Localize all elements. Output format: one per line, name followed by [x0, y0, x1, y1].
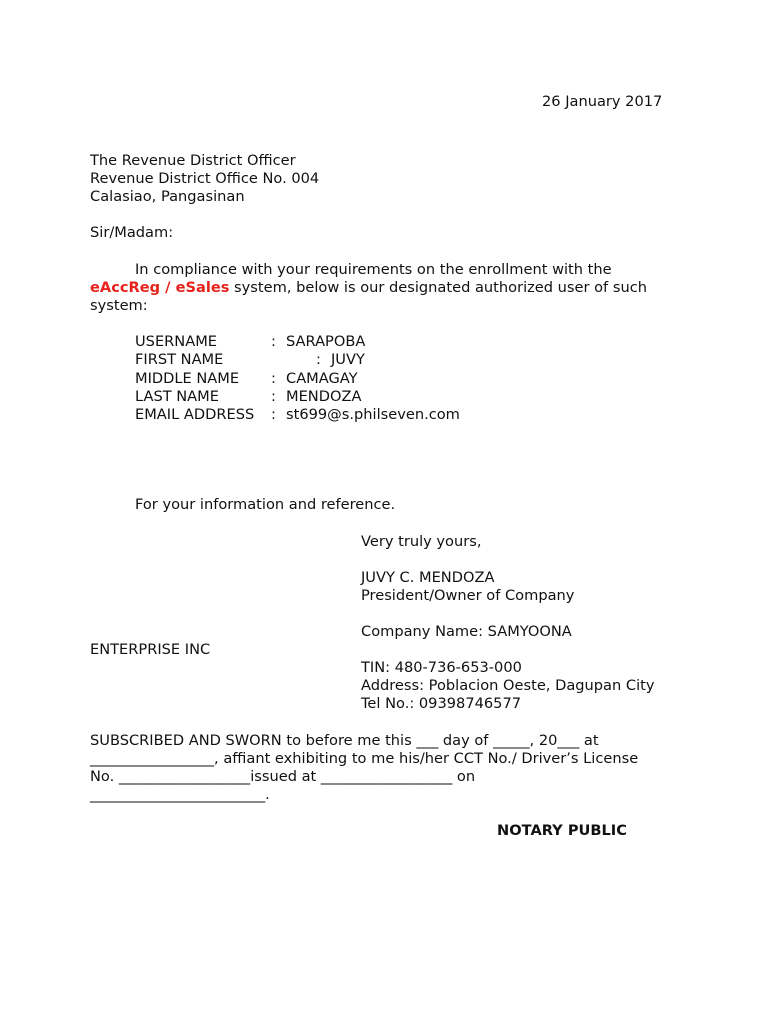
jurat-line-2: _________________, affiant exhibiting to me his/her CCT No./ Driver’s License [90, 750, 639, 767]
body-line-2-rest: system, below is our designated authorized user of such [229, 279, 647, 296]
field-label-middle-name: MIDDLE NAME [135, 370, 240, 387]
field-value-middle-name: CAMAGAY [286, 370, 358, 387]
field-label-email: EMAIL ADDRESS [135, 406, 255, 423]
jurat-line-4: ________________________. [90, 786, 270, 803]
body-line-3: system: [90, 297, 148, 314]
info-line: For your information and reference. [135, 496, 396, 513]
letter-date: 26 January 2017 [542, 93, 663, 110]
company-tel: Tel No.: 09398746577 [361, 695, 522, 712]
field-colon: : [316, 351, 321, 368]
jurat-line-1: SUBSCRIBED AND SWORN to before me this ___ day of _____, 20___ at [90, 732, 599, 749]
field-colon: : [271, 388, 276, 405]
body-line-2 [90, 279, 647, 297]
company-address: Address: Poblacion Oeste, Dagupan City [361, 677, 655, 694]
recipient-line-1: The Revenue District Officer [90, 152, 296, 169]
field-value-last-name: MENDOZA [286, 388, 362, 405]
body-line-1: In compliance with your requirements on the enrollment with the [135, 261, 612, 278]
closing: Very truly yours, [361, 533, 482, 550]
field-colon: : [271, 406, 276, 423]
notary-public-label: NOTARY PUBLIC [497, 822, 627, 839]
company-name: Company Name: SAMYOONA [361, 623, 572, 640]
field-value-email: st699@s.philseven.com [286, 406, 460, 423]
field-colon: : [271, 333, 276, 350]
salutation: Sir/Madam: [90, 224, 174, 241]
signatory-title: President/Owner of Company [361, 587, 575, 604]
company-tin: TIN: 480-736-653-000 [361, 659, 522, 676]
field-value-username: SARAPOBA [286, 333, 366, 350]
field-label-last-name: LAST NAME [135, 388, 219, 405]
recipient-line-3: Calasiao, Pangasinan [90, 188, 245, 205]
field-label-first-name: FIRST NAME [135, 351, 224, 368]
system-name-highlight: eAccReg / eSales [90, 279, 230, 296]
signatory-name: JUVY C. MENDOZA [361, 569, 495, 586]
field-colon: : [271, 370, 276, 387]
recipient-line-2: Revenue District Office No. 004 [90, 170, 320, 187]
company-name-continued: ENTERPRISE INC [90, 641, 211, 658]
field-label-username: USERNAME [135, 333, 218, 350]
field-value-first-name: JUVY [331, 351, 365, 368]
jurat-line-3: No. __________________issued at __________________ on [90, 768, 476, 785]
